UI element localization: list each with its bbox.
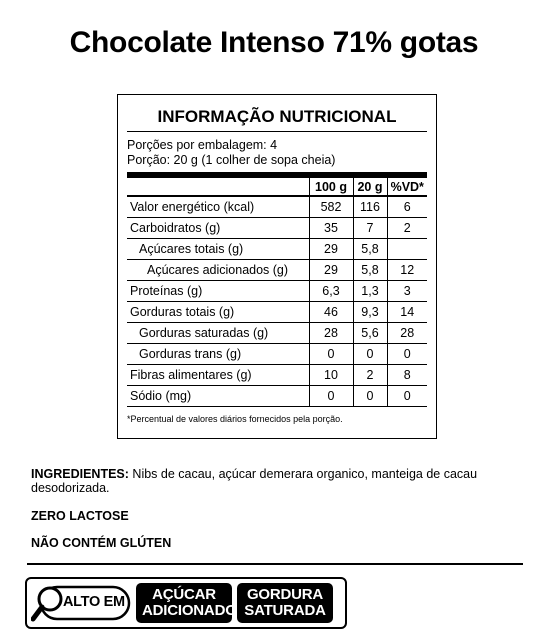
nutrient-label: Açúcares totais (g) — [127, 238, 309, 259]
portion-info — [127, 132, 427, 172]
nutrition-row — [127, 217, 427, 238]
nutrient-label: Sódio (mg) — [127, 385, 309, 406]
value-20g: 0 — [353, 385, 387, 406]
column-header-nutrient — [127, 175, 309, 196]
nutrition-table — [127, 172, 427, 407]
value-vd: 6 — [387, 196, 427, 217]
nutrition-row — [127, 322, 427, 343]
badge-added-sugar-line1: AÇÚCAR — [152, 586, 216, 603]
value-100g: 46 — [309, 301, 353, 322]
nutrition-facts-panel — [117, 94, 437, 439]
value-20g: 1,3 — [353, 280, 387, 301]
nutrition-row — [127, 259, 427, 280]
value-100g: 35 — [309, 217, 353, 238]
claim-gluten-free: NÃO CONTÉM GLÚTEN — [31, 536, 172, 550]
value-100g: 0 — [309, 385, 353, 406]
value-vd: 8 — [387, 364, 427, 385]
nutrition-row — [127, 196, 427, 217]
nutrient-label: Gorduras saturadas (g) — [127, 322, 309, 343]
badge-added-sugar — [136, 583, 237, 623]
product-title: Chocolate Intenso 71% gotas — [69, 26, 479, 59]
value-20g: 5,8 — [353, 238, 387, 259]
value-100g: 28 — [309, 322, 353, 343]
ingredients-text — [31, 467, 521, 495]
value-100g: 0 — [309, 343, 353, 364]
value-20g: 7 — [353, 217, 387, 238]
front-warning-label — [25, 577, 347, 629]
nutrition-table-header — [127, 175, 427, 196]
ingredients-label: INGREDIENTES: — [31, 467, 129, 481]
value-vd: 28 — [387, 322, 427, 343]
ingredients-list: Nibs de cacau, açúcar demerara organico, manteiga de cacau desodorizada. — [31, 467, 478, 495]
nutrition-row — [127, 280, 427, 301]
value-vd: 2 — [387, 217, 427, 238]
value-20g: 116 — [353, 196, 387, 217]
nutrition-row — [127, 238, 427, 259]
column-header-100g: 100 g — [309, 175, 353, 196]
column-header-20g: 20 g — [353, 175, 387, 196]
nutrition-row — [127, 385, 427, 406]
value-100g: 6,3 — [309, 280, 353, 301]
nutrient-label: Fibras alimentares (g) — [127, 364, 309, 385]
value-vd: 3 — [387, 280, 427, 301]
divider — [27, 563, 523, 565]
value-100g: 582 — [309, 196, 353, 217]
alto-em-text: ALTO EM — [63, 594, 125, 610]
serving-size: Porção: 20 g (1 colher de sopa cheia) — [127, 153, 336, 167]
nutrition-heading: INFORMAÇÃO NUTRICIONAL — [127, 95, 427, 132]
value-100g: 29 — [309, 259, 353, 280]
nutrient-label: Proteínas (g) — [127, 280, 309, 301]
value-vd: 12 — [387, 259, 427, 280]
badge-saturated-fat-line1: GORDURA — [246, 586, 324, 603]
footnote: *Percentual de valores diários fornecidos pela porção. — [127, 413, 343, 424]
value-20g: 0 — [353, 343, 387, 364]
nutrient-label: Gorduras totais (g) — [127, 301, 309, 322]
value-100g: 10 — [309, 364, 353, 385]
servings-per-package: Porções por embalagem: 4 — [127, 138, 278, 152]
badge-saturated-fat — [237, 583, 333, 623]
value-100g: 29 — [309, 238, 353, 259]
nutrient-label: Valor energético (kcal) — [127, 196, 309, 217]
nutrition-row — [127, 343, 427, 364]
value-vd: 0 — [387, 385, 427, 406]
value-20g: 9,3 — [353, 301, 387, 322]
value-20g: 2 — [353, 364, 387, 385]
value-20g: 5,8 — [353, 259, 387, 280]
value-20g: 5,6 — [353, 322, 387, 343]
nutrition-row — [127, 364, 427, 385]
value-vd — [387, 238, 427, 259]
alto-em-magnifier — [31, 583, 131, 623]
nutrient-label: Carboidratos (g) — [127, 217, 309, 238]
value-vd: 0 — [387, 343, 427, 364]
nutrition-table-body — [127, 196, 427, 406]
nutrient-label: Açúcares adicionados (g) — [127, 259, 309, 280]
badge-saturated-fat-line2: SATURADA — [244, 602, 326, 619]
nutrient-label: Gorduras trans (g) — [127, 343, 309, 364]
badge-added-sugar-line2: ADICIONADO — [142, 602, 237, 619]
claim-zero-lactose: ZERO LACTOSE — [31, 509, 129, 523]
nutrition-row — [127, 301, 427, 322]
value-vd: 14 — [387, 301, 427, 322]
column-header-vd: %VD* — [387, 175, 427, 196]
